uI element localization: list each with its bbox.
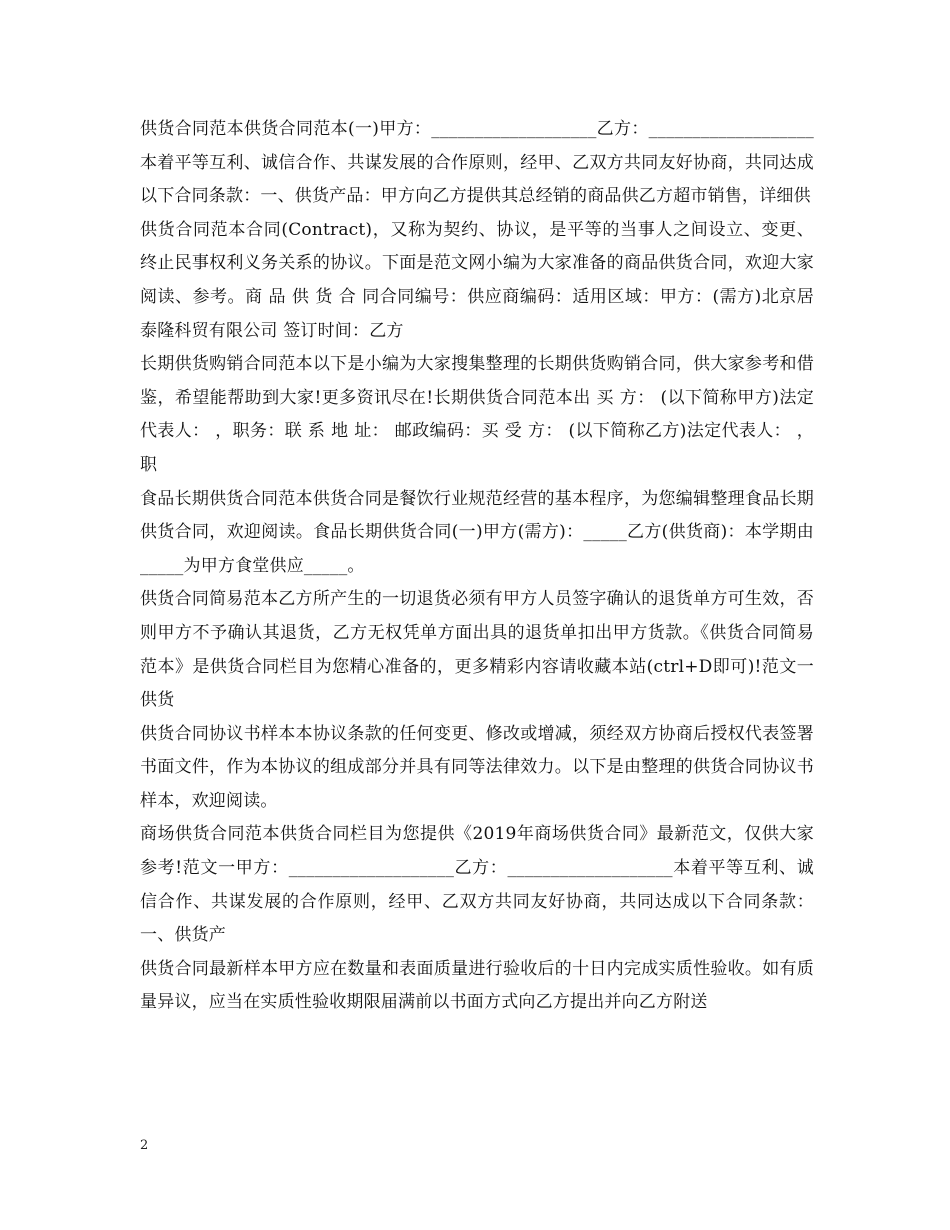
paragraph-7: 商场供货合同范本供货合同栏目为您提供《2019年商场供货合同》最新范文，仅供大家参考!范文一甲方：___________________乙方：___________________本着平等互利、诚信合作、共谋发展的合作原则，经甲、乙双方共同友好协商，共同达成以下合同条款：一、供货产 [140, 824, 814, 946]
paragraph-1: 供货合同范本供货合同范本(一)甲方：___________________乙方：___________________本着平等互利、诚信合作、共谋发展的合作原则，经甲、乙双方共同友好协商，共同达成以下合同条款：一、供货产品：甲方向乙方提供其总经销的商品供乙方超市销售，详细供 [140, 119, 814, 207]
paragraph-5: 供货合同简易范本乙方所产生的一切退货必须有甲方人员签字确认的退货单方可生效，否则甲方不予确认其退货，乙方无权凭单方面出具的退货单扣出甲方货款。《供货合同简易范本》是供货合同栏目为您精心准备的，更多精彩内容请收藏本站(ctrl+D即可)!范文一供货 [140, 589, 814, 711]
paragraph-6: 供货合同协议书样本本协议条款的任何变更、修改或增减，须经双方协商后授权代表签署书面文件，作为本协议的组成部分并具有同等法律效力。以下是由整理的供货合同协议书样本，欢迎阅读。 [140, 723, 814, 811]
page-number: 2 [140, 1138, 149, 1153]
paragraph-4: 食品长期供货合同范本供货合同是餐饮行业规范经营的基本程序，为您编辑整理食品长期供货合同，欢迎阅读。食品长期供货合同(一)甲方(需方)：_____乙方(供货商)：本学期由_____为甲方食堂供应_____。 [140, 488, 814, 576]
paragraph-3: 长期供货购销合同范本以下是小编为大家搜集整理的长期供货购销合同，供大家参考和借鉴，希望能帮助到大家!更多资讯尽在!长期供货合同范本出 买 方： (以下简称甲方)法定代表人： ，职务：联 系 地 址： 邮政编码：买 受 方： (以下简称乙方)法定代表人： ，职 [140, 354, 814, 475]
paragraph-2: 供货合同范本合同(Contract)，又称为契约、协议，是平等的当事人之间设立、变更、终止民事权利义务关系的协议。下面是范文网小编为大家准备的商品供货合同，欢迎大家阅读、参考。商 品 供 货 合 同合同编号：供应商编码：适用区域：甲方：(需方)北京居泰隆科贸有限公司 签订时间：乙方 [140, 219, 814, 341]
document-body [140, 113, 814, 1020]
paragraph-8: 供货合同最新样本甲方应在数量和表面质量进行验收后的十日内完成实质性验收。如有质量异议，应当在实质性验收期限届满前以书面方式向乙方提出并向乙方附送 [140, 958, 814, 1013]
